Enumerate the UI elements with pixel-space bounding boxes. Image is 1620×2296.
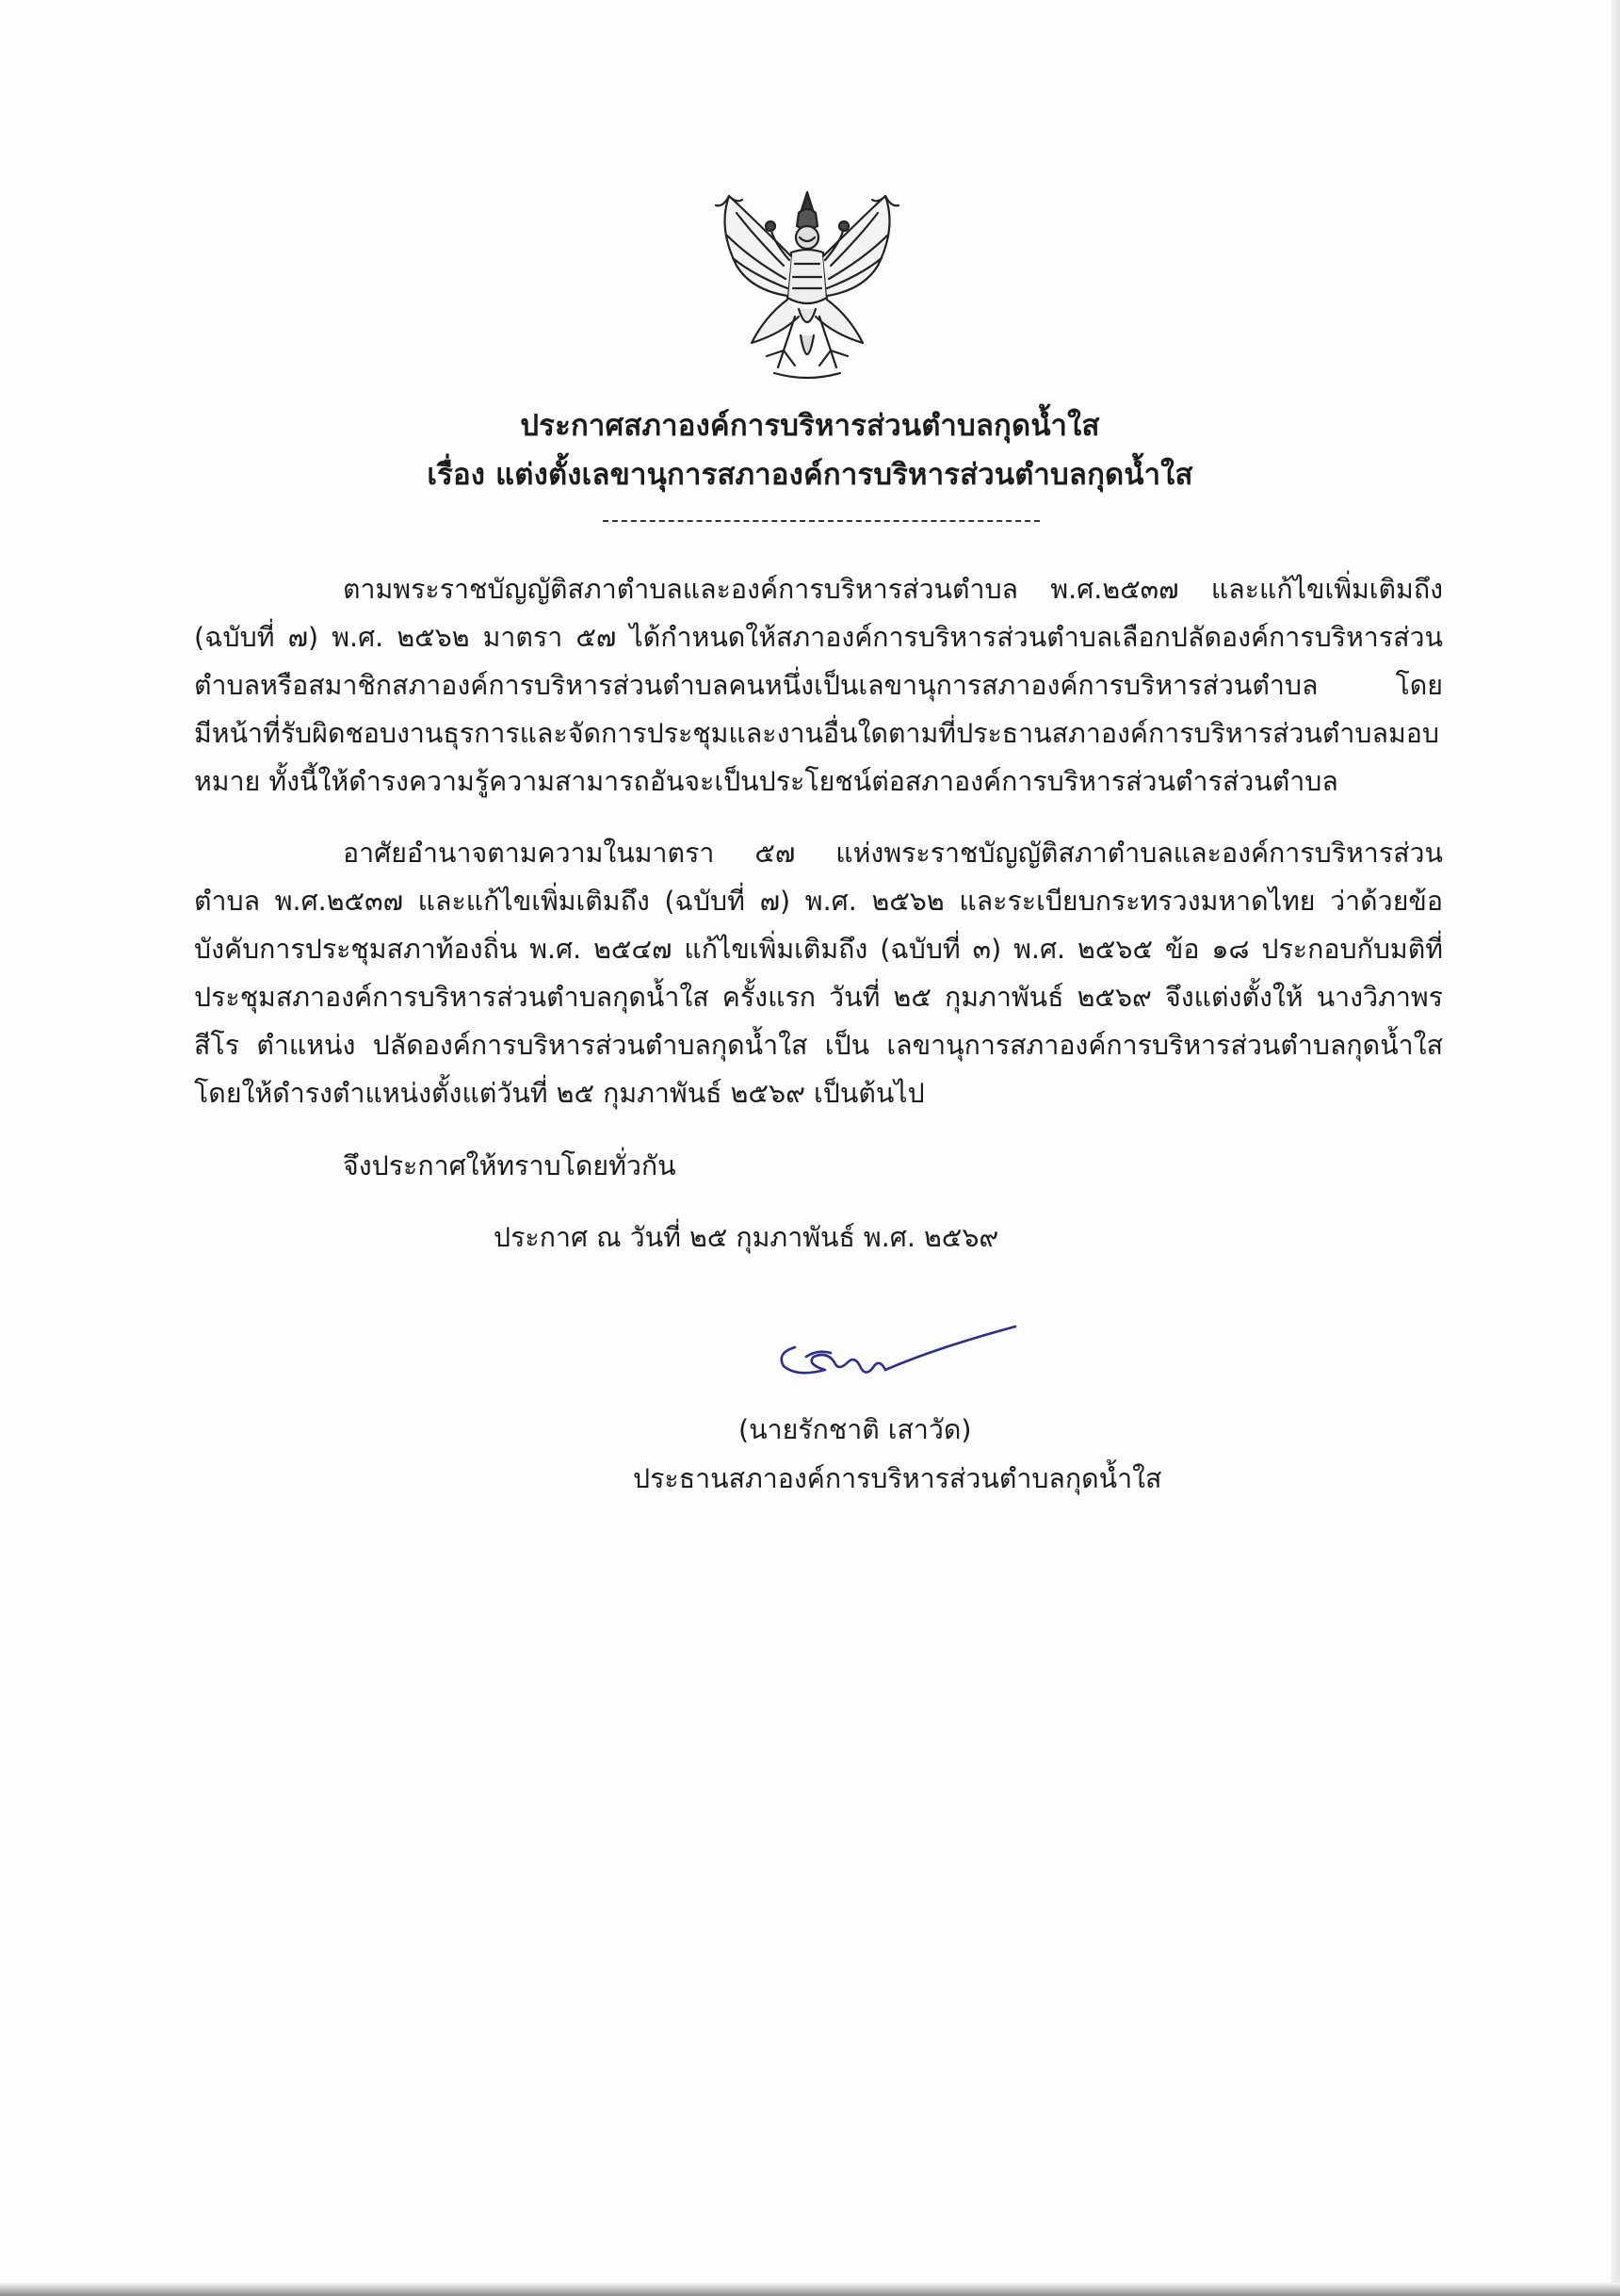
announcement-dateline: ประกาศ ณ วันที่ ๒๕ กุมภาพันธ์ พ.ศ. ๒๕๖๙ [494, 1222, 999, 1253]
scan-edge-bottom [0, 2283, 1620, 2296]
closing-statement: จึงประกาศให้ทราบโดยทั่วกัน [343, 1150, 676, 1181]
announcement-subject: เรื่อง แต่งตั้งเลขานุการสภาองค์การบริหารส่วนตำบลกุดน้ำใส [427, 458, 1193, 492]
body-paragraph-2: อาศัยอำนาจตามความในมาตรา ๕๗ แห่งพระราชบัญญัติสภาตำบลและองค์การบริหารส่วนตำบล พ.ศ.๒๕๓๗ และแก้ไขเพิ่มเติมถึง (ฉบับที่ ๗) พ.ศ. ๒๕๖๒ และระเบียบกระทรวงมหาดไทย ว่าด้วยข้อบังคับการประชุมสภาท้องถิ่น พ.ศ. ๒๕๔๗ แก้ไขเพิ่มเติมถึง (ฉบับที่ ๓) พ.ศ. ๒๕๖๕ ข้อ ๑๘ ประกอบกับมติที่ประชุมสภาองค์การบริหารส่วนตำบลกุดน้ำใส ครั้งแรก วันที่ ๒๕ กุมภาพันธ์ ๒๕๖๙ จึงแต่งตั้งให้ นางวิภาพร สีโร ตำแหน่ง ปลัดองค์การบริหารส่วนตำบลกุดน้ำใส เป็น เลขานุการสภาองค์การบริหารส่วนตำบลกุดน้ำใส โดยให้ดำรงตำแหน่งตั้งแต่วันที่ ๒๕ กุมภาพันธ์ ๒๕๖๙ เป็นต้นไป [194, 838, 1443, 1109]
signer-title: ประธานสภาองค์การบริหารส่วนตำบลกุดน้ำใส [633, 1463, 1162, 1494]
title-divider [603, 503, 1040, 541]
garuda-emblem-icon [708, 185, 906, 383]
scan-edge-right [1611, 0, 1620, 2296]
body-paragraph-1: ตามพระราชบัญญัติสภาตำบลและองค์การบริหารส่วนตำบล พ.ศ.๒๕๓๗ และแก้ไขเพิ่มเติมถึง (ฉบับที่ ๗) พ.ศ. ๒๕๖๒ มาตรา ๕๗ ได้กำหนดให้สภาองค์การบริหารส่วนตำบลเลือกปลัดองค์การบริหารส่วนตำบลหรือสมาชิกสภาองค์การบริหารส่วนตำบลคนหนึ่งเป็นเลขานุการสภาองค์การบริหารส่วนตำบล โดยมีหน้าที่รับผิดชอบงานธุรการและจัดการประชุมและงานอื่นใดตามที่ประธานสภาองค์การบริหารส่วนตำบลมอบหมาย ทั้งนี้ให้ดำรงความรู้ความสามารถอันจะเป็นประโยชน์ต่อสภาองค์การบริหารส่วนตำรส่วนตำบล [194, 574, 1443, 797]
handwritten-signature [769, 1315, 1023, 1391]
announcement-title: ประกาศสภาองค์การบริหารส่วนตำบลกุดน้ำใส [520, 409, 1100, 443]
signer-name: (นายรักชาติ เสาวัด) [738, 1414, 972, 1445]
